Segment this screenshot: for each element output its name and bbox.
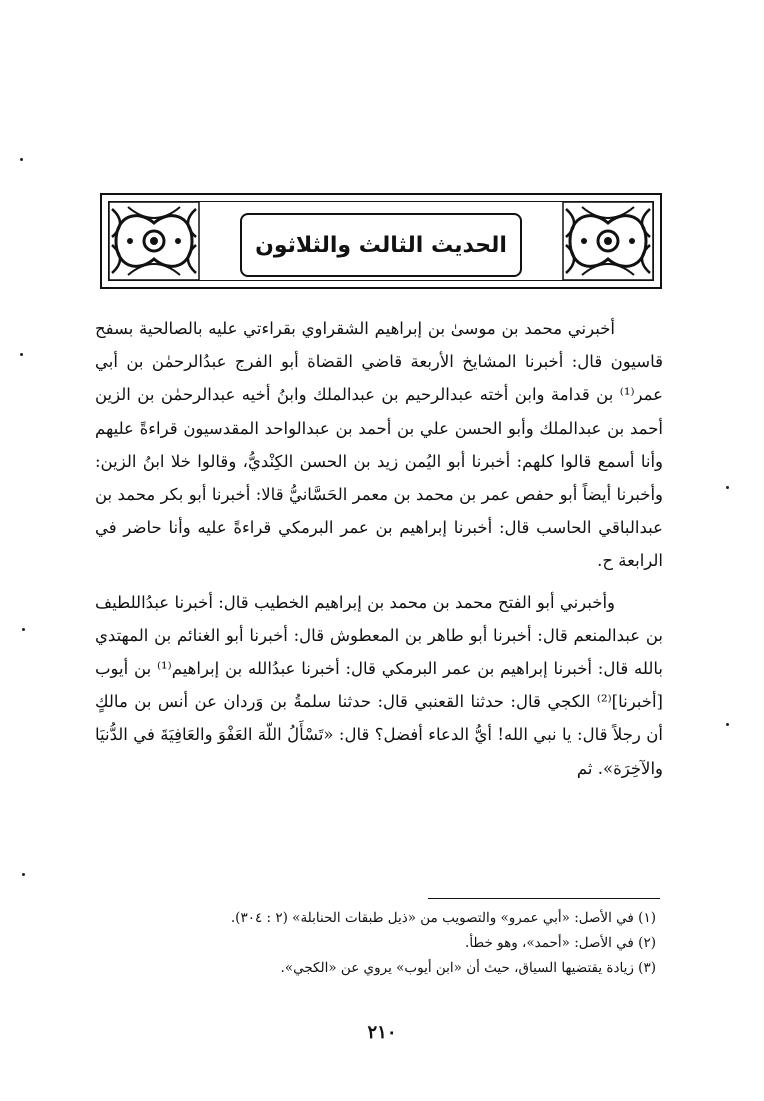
scan-speck — [20, 158, 23, 161]
scan-speck — [22, 873, 25, 876]
footnote-separator — [428, 898, 660, 899]
footnote-1: (١) في الأصل: «أبي عمرو» والتصويب من «ذيل طبقات الحنابلة» (٢ : ٣٠٤). — [230, 910, 656, 926]
footnotes — [100, 906, 656, 981]
title-frame — [240, 213, 522, 277]
footnote-2: (٢) في الأصل: «أحمد»، وهو خطأ. — [465, 935, 656, 951]
scan-speck — [22, 628, 25, 631]
left-ornament-icon — [108, 201, 200, 281]
page-number: ٢١٠ — [367, 1022, 397, 1043]
footnote-3: (٣) زيادة يقتضيها السياق، حيث أن «ابن أيوب» يروي عن «الكجي». — [280, 960, 656, 976]
scan-speck — [726, 723, 729, 726]
scan-speck — [20, 353, 23, 356]
right-ornament-icon — [562, 201, 654, 281]
hadith-text — [95, 312, 663, 785]
paragraph-1: أخبرني محمد بن موسىٰ بن إبراهيم الشقراوي بقراءتي عليه بالصالحية بسفح قاسيون قال: أخبرنا المشايخ الأربعة قاضي القضاة أبو الفرج عبدُالرحمٰن بن أبي عمر⁽¹⁾ بن قدامة وابن أخته عبدالرحيم بن عبدالملك وابنُ أخيه عبدالرحمٰن بن الزين أحمد بن عبدالملك وأبو الحسن علي بن أحمد بن عبدالواحد المقدسيون قراءةً عليهم وأنا أسمع قالوا كلهم: أخبرنا أبو اليُمن زيد بن الحسن الكِنْديُّ، وقالوا خلا ابنُ الزين: وأخبرنا أيضاً أبو حفص عمر بن محمد بن معمر الحَسَّانيُّ قالا: أخبرنا أبو بكر محمد بن عبدالباقي الحاسب قال: أخبرنا إبراهيم بن عمر البرمكي قراءةً عليه وأنا حاضر في الرابعة ح. — [95, 319, 663, 571]
chapter-title-banner — [100, 193, 662, 289]
paragraph-2: وأخبرني أبو الفتح محمد بن محمد بن إبراهيم الخطيب قال: أخبرنا عبدُاللطيف بن عبدالمنعم قال: أخبرنا أبو طاهر بن المعطوش قال: أخبرنا أبو الغنائم بن المهتدي بالله قال: أخبرنا إبراهيم بن عمر البرمكي قال: أخبرنا عبدُالله بن إبراهيم⁽¹⁾ بن أيوب [أخبرنا]⁽²⁾ الكجي قال: حدثنا القعنبي قال: حدثنا سلمةُ بن وَردان عن أنس بن مالكٍ أن رجلاً قال: يا نبي الله! أيُّ الدعاء أفضل؟ قال: «تَسْأَلُ اللّهَ العَفْوَ والعَافِيَةَ في الدُّنيَا والآخِرَة». ثم — [95, 592, 664, 778]
scan-speck — [726, 486, 729, 489]
chapter-title: الحديث الثالث والثلاثون — [255, 232, 507, 258]
